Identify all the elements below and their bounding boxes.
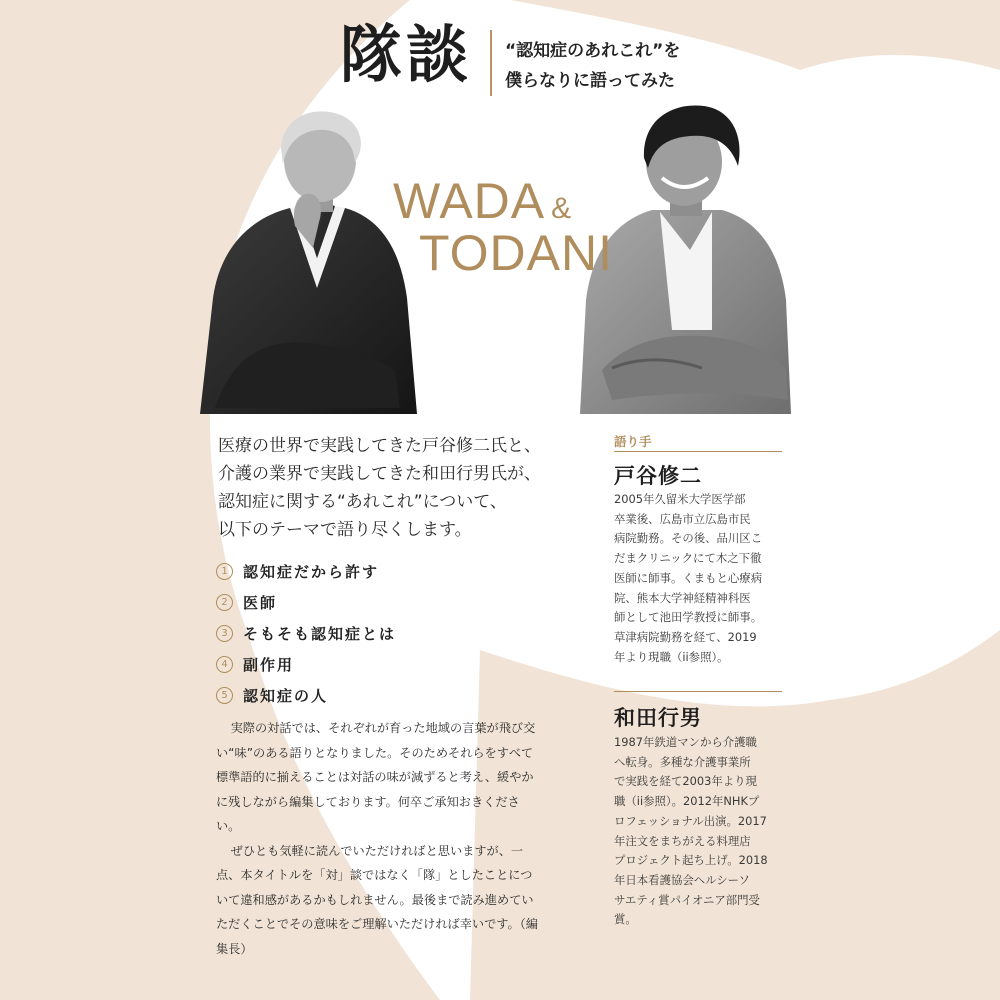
topic-number: 4	[216, 656, 233, 673]
bio-line: 院、熊本大学神経精神科医	[614, 590, 751, 605]
intro-line: 医療の世界で実践してきた戸谷修二氏と、	[218, 436, 541, 456]
body-paragraph-2: ぜひとも気軽に読んでいただければと思いますが、一点、本タイトルを「対」談ではなく「隊」としたことについて違和感があるかもしれません。最後まで読み進めていただくことでその意味をご理解いただければ幸いです。（編集長）	[216, 843, 538, 956]
profile-bio-todani	[614, 490, 786, 667]
bio-line: 草津病院勤務を経て、2019	[614, 629, 757, 644]
bio-line: ロフェッショナル出演。2017	[614, 813, 767, 828]
body-paragraph-1: 実際の対話では、それぞれが育った地域の言葉が飛び交い“味”のある語りとなりました。そのためそれらをすべて標準語的に揃えることは対話の味が減ずると考え、緩やかに残しながら編集しております。何卒ご承知おきください。	[216, 721, 536, 833]
subtitle-line-2: 僕らなりに語ってみた	[505, 71, 675, 91]
topic-item	[216, 649, 396, 680]
bio-line: 年日本看護協会ヘルシーソ	[614, 872, 750, 887]
profile-rule-wada	[614, 691, 782, 692]
topic-label: そもそも認知症とは	[243, 625, 397, 643]
intro-line: 認知症に関する“あれこれ”について、	[218, 492, 507, 512]
topic-number: 5	[216, 687, 233, 704]
intro-line: 介護の業界で実践してきた和田行男氏が、	[218, 464, 541, 484]
bio-line: 卒業後、広島市立広島市民	[614, 511, 751, 526]
profile-name-wada: 和田行男	[614, 706, 702, 730]
speaker-names	[393, 173, 613, 281]
topic-number: 2	[216, 594, 233, 611]
topic-label: 認知症だから許す	[243, 563, 380, 581]
photo-wada	[195, 108, 420, 414]
name-wada: WADA	[393, 173, 546, 229]
topic-label: 副作用	[243, 656, 295, 674]
name-todani: TODANI	[419, 225, 613, 281]
name-ampersand: &	[551, 192, 572, 225]
profile-section-label: 語り手	[614, 434, 652, 449]
bio-line: で実践を経て2003年より現	[614, 774, 757, 789]
topic-list	[216, 556, 396, 711]
page-title: 隊談	[340, 18, 473, 91]
bio-line: 年より現職（ii参照）。	[614, 649, 729, 664]
title-subtitle	[505, 36, 680, 96]
profile-rule-todani	[614, 451, 782, 452]
bio-line: 1987年鉄道マンから介護職	[614, 735, 757, 749]
subtitle-line-1: “認知症のあれこれ”を	[505, 41, 681, 61]
topic-number: 3	[216, 625, 233, 642]
bio-line: 師として池田学教授に師事。	[614, 610, 763, 625]
bio-line: 病院勤務。その後、品川区こ	[614, 531, 763, 546]
profile-bio-wada	[614, 733, 786, 930]
bio-line: 職（ii参照）。2012年NHKプ	[614, 794, 760, 809]
intro-text	[218, 432, 598, 544]
topic-label: 医師	[243, 594, 278, 612]
bio-line: だまクリニックにて木之下徹	[614, 551, 762, 566]
bio-line: 医師に師事。くまもと心療病	[614, 570, 763, 585]
bio-line: へ転身。多種な介護事業所	[614, 754, 751, 769]
title-divider	[490, 30, 492, 96]
bio-line: 2005年久留米大学医学部	[614, 492, 746, 506]
topic-item	[216, 618, 396, 649]
topic-item	[216, 680, 396, 711]
topic-label: 認知症の人	[243, 687, 329, 705]
body-text	[216, 716, 544, 961]
intro-line: 以下のテーマで語り尽くします。	[218, 520, 472, 540]
bio-line: 賞。	[614, 912, 637, 927]
topic-item	[216, 556, 396, 587]
bio-line: サエティ賞パイオニア部門受	[614, 892, 760, 907]
topic-item	[216, 587, 396, 618]
topic-number: 1	[216, 563, 233, 580]
bio-line: プロジェクト起ち上げ。2018	[614, 853, 768, 868]
bio-line: 年注文をまちがえる料理店	[614, 833, 751, 848]
profile-name-todani: 戸谷修二	[614, 464, 702, 488]
